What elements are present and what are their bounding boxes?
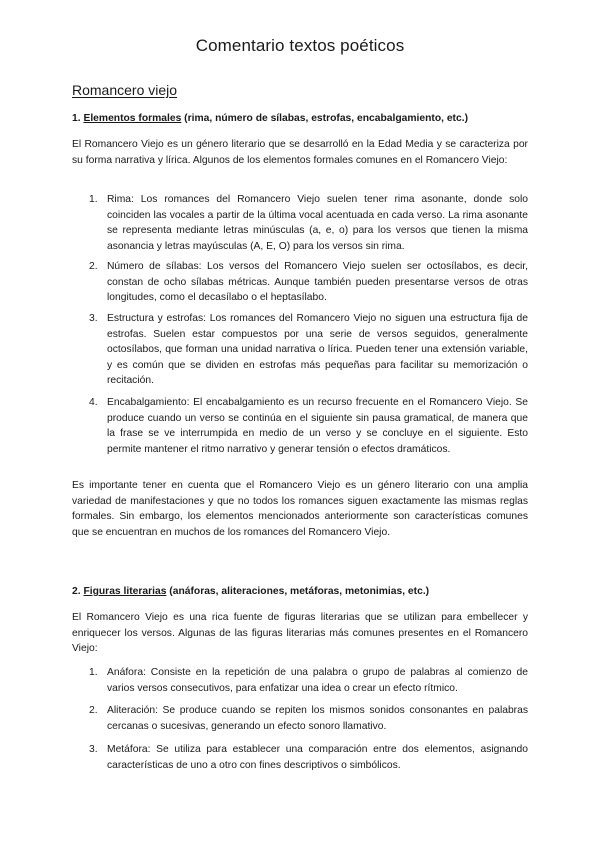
section1-intro-block (72, 137, 528, 168)
section1-closing-block (72, 478, 528, 540)
document-title: Comentario textos poéticos (195, 36, 405, 55)
section1-number: 1. (72, 113, 84, 124)
list-item-text: Número de sílabas: Los versos del Romancero Viejo suelen ser octosílabos, es decir, constan de ocho sílabas métricas. Aunque también pueden presentarse versos de otras longitudes, como el decasílabo o el heptasílabo. (107, 261, 528, 304)
section1-item-4-block (72, 395, 528, 457)
section1-item-2-block (72, 259, 528, 306)
section1-heading-underlined: Elementos formales (83, 113, 182, 124)
list-item-number: 2. (89, 705, 98, 716)
section2-intro: El Romancero Viejo es una rica fuente de figuras literarias que se utilizan para embellecer y enriquecer los versos. Algunas de las figuras literarias más comunes presentes en el Romancero Viejo: (72, 612, 528, 655)
section1-heading-block (72, 111, 528, 127)
section2-number: 2. (72, 586, 84, 597)
list-item-text: Anáfora: Consiste en la repetición de una palabra o grupo de palabras al comienzo de varios versos consecutivos, para enfatizar una idea o crear un efecto rítmico. (107, 667, 528, 694)
section2-intro-block (72, 610, 528, 657)
list-item (72, 703, 528, 734)
list-item (72, 665, 528, 696)
list-item-number: 2. (89, 261, 98, 272)
section1-intro: El Romancero Viejo es un género literario que se desarrolló en la Edad Media y se caracteriza por su forma narrativa y lírica. Algunos de los elementos formales comunes en el Romancero Viejo: (72, 139, 528, 166)
list-item (72, 259, 528, 306)
list-item-number: 4. (89, 397, 98, 408)
list-item-number: 3. (89, 313, 98, 324)
list-item-number: 1. (89, 667, 98, 678)
section2-heading-block (72, 584, 528, 600)
list-item-number: 3. (89, 744, 98, 755)
list-item-number: 1. (89, 194, 98, 205)
list-item-text: Rima: Los romances del Romancero Viejo suelen tener rima asonante, donde solo coinciden las vocales a partir de la última vocal acentuada en cada verso. La rima asonante se representa mediante letras minúsculas (a, e, o) para los versos que tienen la misma asonancia y letras mayúsculas (A, E, O) para los versos sin rima. (107, 194, 528, 252)
list-item (72, 311, 528, 389)
section1-item-1-block (72, 192, 528, 254)
list-item-text: Estructura y estrofas: Los romances del Romancero Viejo no siguen una estructura fija de estrofas. Suelen estar compuestos por una serie de versos seguidos, generalmente octosílabos, que forman una unidad narrativa o lírica. Pueden tener una extensión variable, y es común que se dividen en estrofas más pequeñas para facilitar su memorización o recitación. (107, 313, 528, 387)
section2-item-3-block (72, 742, 528, 773)
section1-heading (72, 111, 528, 127)
section-title: Romancero viejo (72, 82, 178, 98)
list-item (72, 742, 528, 773)
section2-item-1-block (72, 665, 528, 696)
section1-item-3-block (72, 311, 528, 389)
list-item-text: Aliteración: Se produce cuando se repiten los mismos sonidos consonantes en palabras cercanas o sucesivas, generando un efecto sonoro llamativo. (107, 705, 528, 732)
section2-heading-underlined: Figuras literarias (83, 586, 167, 597)
list-item (72, 192, 528, 254)
section1-closing: Es importante tener en cuenta que el Romancero Viejo es un género literario con una amplia variedad de manifestaciones y que no todos los romances siguen exactamente las mismas reglas formales. Sin embargo, los elementos mencionados anteriormente son características comunes que se encuentran en muchos de los romances del Romancero Viejo. (72, 480, 528, 538)
section1-heading-rest: (rima, número de sílabas, estrofas, encabalgamiento, etc.) (181, 113, 469, 124)
list-item-text: Encabalgamiento: El encabalgamiento es un recurso frecuente en el Romancero Viejo. Se produce cuando un verso se continúa en el siguiente sin pausa gramatical, de manera que la frase se ve interrumpida en medio de un verso y se concluye en el siguiente. Esto permite mantener el ritmo narrativo y generar tensión o efectos dramáticos. (107, 397, 528, 455)
list-item-text: Metáfora: Se utiliza para establecer una comparación entre dos elementos, asignando características de uno a otro con fines descriptivos o simbólicos. (107, 744, 528, 771)
list-item (72, 395, 528, 457)
section2-heading-rest: (anáforas, aliteraciones, metáforas, metonimias, etc.) (166, 586, 430, 597)
section2-item-2-block (72, 703, 528, 734)
section2-heading (72, 584, 528, 600)
